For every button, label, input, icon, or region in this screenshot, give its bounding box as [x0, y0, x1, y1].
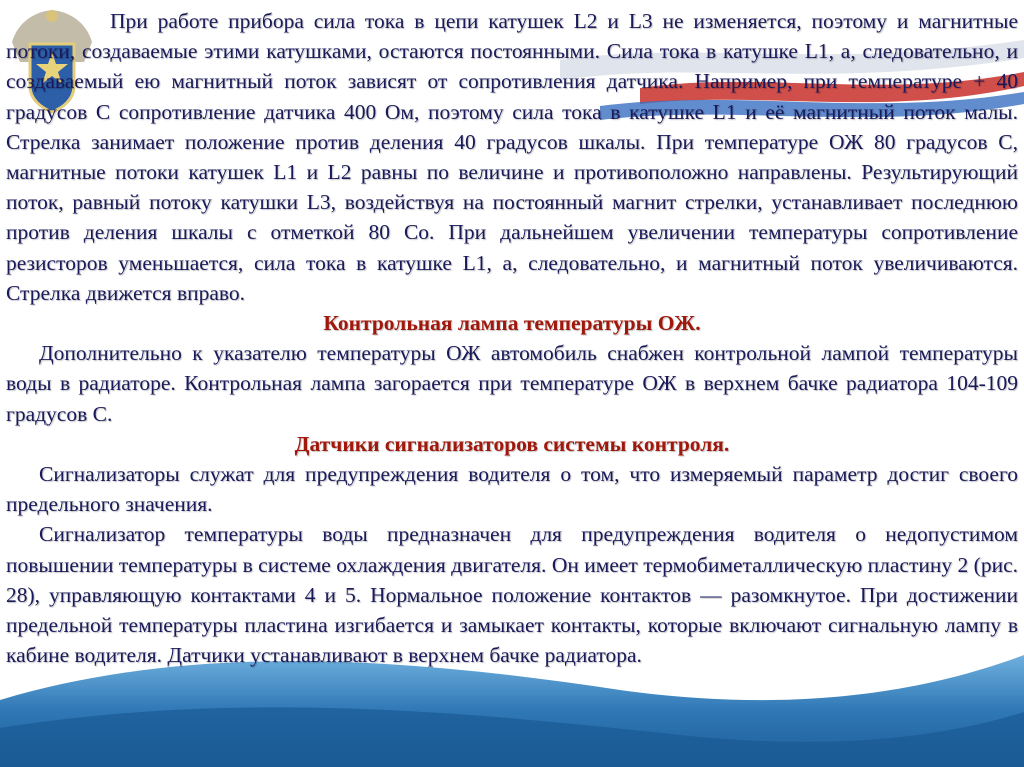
paragraph-water-temperature-alarm: Сигнализатор температуры воды предназначен для предупреждения водителя о недопустимом повышении температуры в системе охлаждения двигателя. Он имеет термобиметаллическую пластину 2 (рис. 28), управляющую контактами 4 и 5. Нормальное положение контактов — разомкнутое. При достижении предельной температуры пластина изгибается и замыкает контакты, которые включают сигнальную лампу в кабине водителя. Датчики устанавливают в верхнем бачке радиатора.	[6, 522, 1018, 668]
heading-alarm-sensors: Датчики сигнализаторов системы контроля.	[294, 431, 730, 456]
paragraph-alarm-purpose: Сигнализаторы служат для предупреждения водителя о том, что измеряемый параметр достиг своего предельного значения.	[6, 462, 1018, 517]
heading-warning-lamp: Контрольная лампа температуры ОЖ.	[323, 311, 701, 336]
paragraph-warning-lamp: Дополнительно к указателю температуры ОЖ автомобиль снабжен контрольной лампой температуры воды в радиаторе. Контрольная лампа загорается при температуре ОЖ в верхнем бачке радиатора 104-109 градусов С.	[6, 341, 1018, 426]
paragraph-indicator-operation: При работе прибора сила тока в цепи катушек L2 и L3 не изменяется, поэтому и магнитные потоки, создаваемые этими катушками, остаются постоянными. Сила тока в катушке L1, а, следовательно, и создаваемый ею магнитный поток зависят от сопротивления датчика. Например, при температуре + 40 градусов С сопротивление датчика 400 Ом, поэтому сила тока в катушке L1 и её магнитный поток малы. Стрелка занимает положение против деления 40 градусов шкалы. При температуре ОЖ 80 градусов С, магнитные потоки катушек L1 и L2 равны по величине и противоположно направлены. Результирующий поток, равный потоку катушки L3, воздействуя на постоянный магнит стрелки, устанавливает последнюю против деления шкалы с отметкой 80 Со. При дальнейшем увеличении температуры сопротивление резисторов уменьшается, сила тока в катушке L1, а, следовательно, и магнитный поток увеличиваются. Стрелка движется вправо.	[6, 9, 1018, 305]
slide-text-body	[6, 6, 1018, 670]
